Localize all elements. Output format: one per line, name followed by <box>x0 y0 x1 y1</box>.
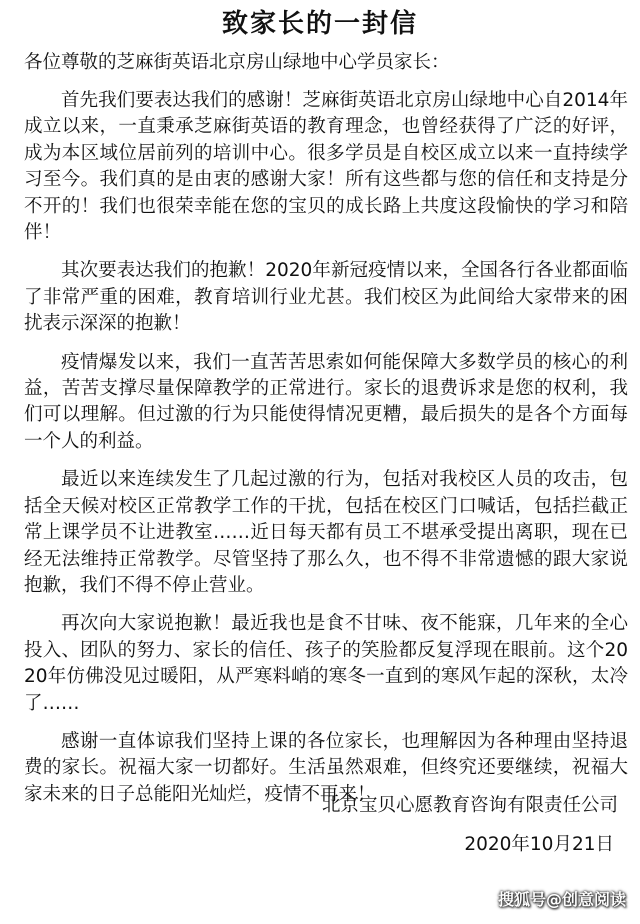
letter-body <box>24 88 628 820</box>
letter-signature: 北京宝贝心愿教育咨询有限责任公司 <box>321 795 618 816</box>
paragraph-incidents: 最近以来连续发生了几起过激的行为，包括对我校区人员的攻击，包括全天候对校区正常教学工作的干扰，包括在校区门口喊话，包括拦截正常上课学员不让进教室……近日每天都有员工不堪承受提出离职，现在已经无法维持正常教学。尽管坚持了那么久，也不得不非常遗憾的跟大家说抱歉，我们不得不停止营业。 <box>24 469 628 596</box>
paragraph-apology-again: 再次向大家说抱歉！最近我也是食不甘味、夜不能寐，几年来的全心投入、团队的努力、家长的信任、孩子的笑脸都反复浮现在眼前。这个2020年仿佛没见过暖阳，从严寒料峭的寒冬一直到的寒风乍起的深秋，太冷了…… <box>24 613 628 714</box>
paragraph-closing: 感谢一直体谅我们坚持上课的各位家长，也理解因为各种理由坚持退费的家长。祝福大家一切都好。生活虽然艰难，但终究还要继续，祝福大家未来的日子总能阳光灿烂，疫情不再来！ <box>24 730 628 805</box>
watermark: 搜狐号@创意阅读 <box>497 890 626 909</box>
letter-date: 2020年10月21日 <box>464 834 614 855</box>
paragraph-pandemic: 疫情爆发以来，我们一直苦苦思索如何能保障大多数学员的核心的利益，苦苦支撑尽量保障教学的正常进行。家长的退费诉求是您的权利，我们可以理解。但过激的行为只能使得情况更糟，最后损失的是各个方面每一个人的利益。 <box>24 351 628 452</box>
paragraph-thanks: 首先我们要表达我们的感谢！芝麻街英语北京房山绿地中心自2014年成立以来，一直秉承芝麻街英语的教育理念，也曾经获得了广泛的好评，成为本区域位居前列的培训中心。很多学员是自校区成立以来一直持续学习至今。我们真的是由衷的感谢大家！所有这些都与您的信任和支持是分不开的！我们也很荣幸能在您的宝贝的成长路上共度这段愉快的学习和陪伴！ <box>24 90 628 244</box>
paragraph-apology: 其次要表达我们的抱歉！2020年新冠疫情以来，全国各行各业都面临了非常严重的困难，教育培训行业尤甚。我们校区为此间给大家带来的困扰表示深深的抱歉！ <box>24 260 628 335</box>
letter-greeting: 各位尊敬的芝麻街英语北京房山绿地中心学员家长： <box>24 52 450 73</box>
letter-title: 致家长的一封信 <box>221 9 418 39</box>
